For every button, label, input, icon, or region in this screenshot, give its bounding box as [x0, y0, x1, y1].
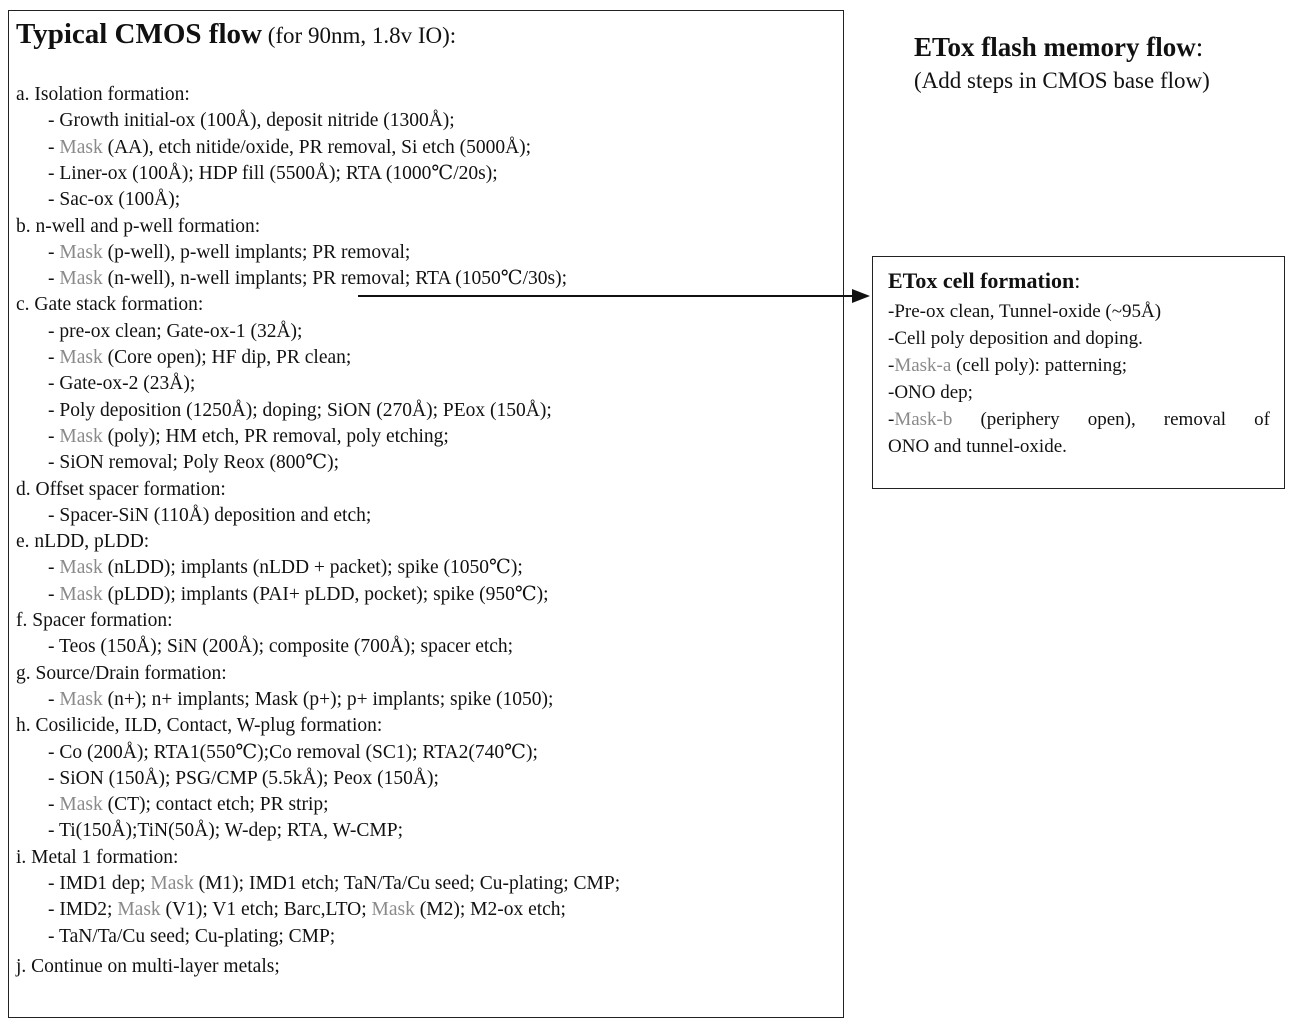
mask-keyword: Mask: [59, 136, 103, 158]
cell-step-5-mask: Mask-b: [894, 409, 953, 430]
step-text: -: [48, 583, 60, 605]
step-text: c. Gate stack formation:: [16, 294, 204, 316]
mask-keyword: Mask: [59, 688, 103, 710]
mask-keyword: Mask: [59, 794, 103, 816]
step-text: -: [48, 557, 60, 579]
step-text: f. Spacer formation:: [16, 610, 173, 631]
step-text: - Growth initial-ox (100Å), deposit nitride (1300Å);: [48, 110, 455, 132]
step-text: - Sac-ox (100Å);: [48, 189, 181, 211]
cell-step-3: [888, 355, 1127, 377]
step-text: b. n-well and p-well formation:: [16, 215, 261, 237]
step-text: (poly); HM etch, PR removal, poly etching;: [102, 425, 449, 447]
step-text: (CT); contact etch; PR strip;: [102, 794, 329, 816]
step-text: - Gate-ox-2 (23Å);: [48, 373, 196, 395]
mask-keyword: Mask: [59, 425, 103, 447]
step-text: -: [48, 688, 60, 710]
step-text: - Ti(150Å);TiN(50Å); W-dep; RTA, W-CMP;: [48, 820, 403, 842]
step-text: - Co (200Å); RTA1(550℃);Co removal (SC1); RTA2(740℃);: [48, 741, 538, 763]
arrow-head: [852, 289, 870, 303]
cell-step-5-word: (periphery: [980, 409, 1060, 430]
etox-subtitle: (Add steps in CMOS base flow): [914, 68, 1210, 93]
mask-keyword: Mask: [59, 557, 103, 579]
step-text: - IMD1 dep;: [48, 873, 151, 894]
step-text: - IMD2;: [48, 899, 118, 921]
step-text: e. nLDD, pLDD:: [16, 531, 150, 553]
cell-title: [888, 268, 1080, 294]
step-text: (Core open); HF dip, PR clean;: [102, 347, 352, 368]
step-text: (M1); IMD1 etch; TaN/Ta/Cu seed; Cu-plating; CMP;: [193, 873, 621, 894]
step-text: - Teos (150Å); SiN (200Å); composite (700Å); spacer etch;: [48, 636, 514, 658]
etox-title-colon: :: [1195, 32, 1204, 62]
cell-step-4: -ONO dep;: [888, 382, 973, 403]
mask-keyword: Mask: [371, 899, 415, 921]
step-text: j. Continue on multi-layer metals;: [16, 955, 280, 977]
step-text: (nLDD); implants (nLDD + packet); spike (1050℃);: [102, 557, 523, 579]
step-text: - Liner-ox (100Å); HDP fill (5500Å); RTA (1000℃/20s);: [48, 162, 498, 184]
cell-step-3-mask: Mask-a: [894, 355, 952, 376]
mask-keyword: Mask: [59, 268, 103, 290]
step-text: (M2); M2-ox etch;: [414, 899, 566, 921]
step-text: -: [48, 136, 60, 158]
etox-title-text: ETox flash memory flow: [914, 32, 1196, 62]
cell-step-3-dash: -: [888, 355, 895, 376]
cell-step-3-text: (cell poly): patterning;: [951, 355, 1128, 376]
mask-keyword: Mask: [59, 347, 103, 368]
step-text: -: [48, 347, 60, 368]
mask-keyword: Mask: [117, 899, 161, 921]
step-text: (pLDD); implants (PAI+ pLDD, pocket); spike (950℃);: [102, 583, 549, 605]
cmos-title-sub: (for 90nm, 1.8v IO):: [261, 23, 457, 48]
cell-step-5-word: open),: [1087, 409, 1136, 430]
step-text: - TaN/Ta/Cu seed; Cu-plating; CMP;: [48, 925, 336, 947]
cell-step-5-head: [888, 409, 952, 431]
cell-title-colon: :: [1074, 268, 1081, 293]
step-text: d. Offset spacer formation:: [16, 478, 226, 500]
step-text: g. Source/Drain formation:: [16, 662, 227, 684]
step-text: - Spacer-SiN (110Å) deposition and etch;: [48, 504, 372, 526]
step-text: -: [48, 241, 60, 263]
cmos-title-main: Typical CMOS flow: [16, 18, 262, 50]
step-text: - SiON removal; Poly Reox (800℃);: [48, 452, 339, 474]
cell-step-5-word: removal: [1163, 409, 1227, 430]
step-text: (p-well), p-well implants; PR removal;: [102, 241, 411, 263]
mask-keyword: Mask: [59, 241, 103, 263]
step-text: - SiON (150Å); PSG/CMP (5.5kÅ); Peox (150Å);: [48, 767, 439, 789]
mask-keyword: Mask: [59, 583, 103, 605]
step-text: h. Cosilicide, ILD, Contact, W-plug formation:: [16, 715, 383, 737]
cell-step-6: ONO and tunnel-oxide.: [888, 436, 1067, 457]
step-text: -: [48, 794, 60, 816]
mask-keyword: Mask: [150, 873, 194, 894]
step-text: (AA), etch nitide/oxide, PR removal, Si etch (5000Å);: [102, 136, 532, 158]
step-text: -: [48, 268, 60, 290]
cell-step-5-dash: -: [888, 409, 895, 430]
cell-step-5-word: of: [1254, 409, 1270, 430]
cell-step-5: [888, 409, 1270, 431]
step-text: (V1); V1 etch; Barc,LTO;: [160, 899, 372, 921]
step-text: (n-well), n-well implants; PR removal; RTA (1050℃/30s);: [102, 268, 567, 290]
step-text: - Poly deposition (1250Å); doping; SiON (270Å); PEox (150Å);: [48, 399, 552, 421]
step-text: - pre-ox clean; Gate-ox-1 (32Å);: [48, 320, 303, 342]
step-text: a. Isolation formation:: [16, 84, 190, 105]
step-text: -: [48, 425, 60, 447]
step-text: i. Metal 1 formation:: [16, 846, 179, 868]
cell-step-2: -Cell poly deposition and doping.: [888, 328, 1143, 349]
step-text: (n+); n+ implants; Mask (p+); p+ implants; spike (1050);: [102, 688, 554, 710]
cell-step-1: -Pre-ox clean, Tunnel-oxide (~95Å): [888, 301, 1162, 322]
cell-title-text: ETox cell formation: [888, 268, 1075, 293]
